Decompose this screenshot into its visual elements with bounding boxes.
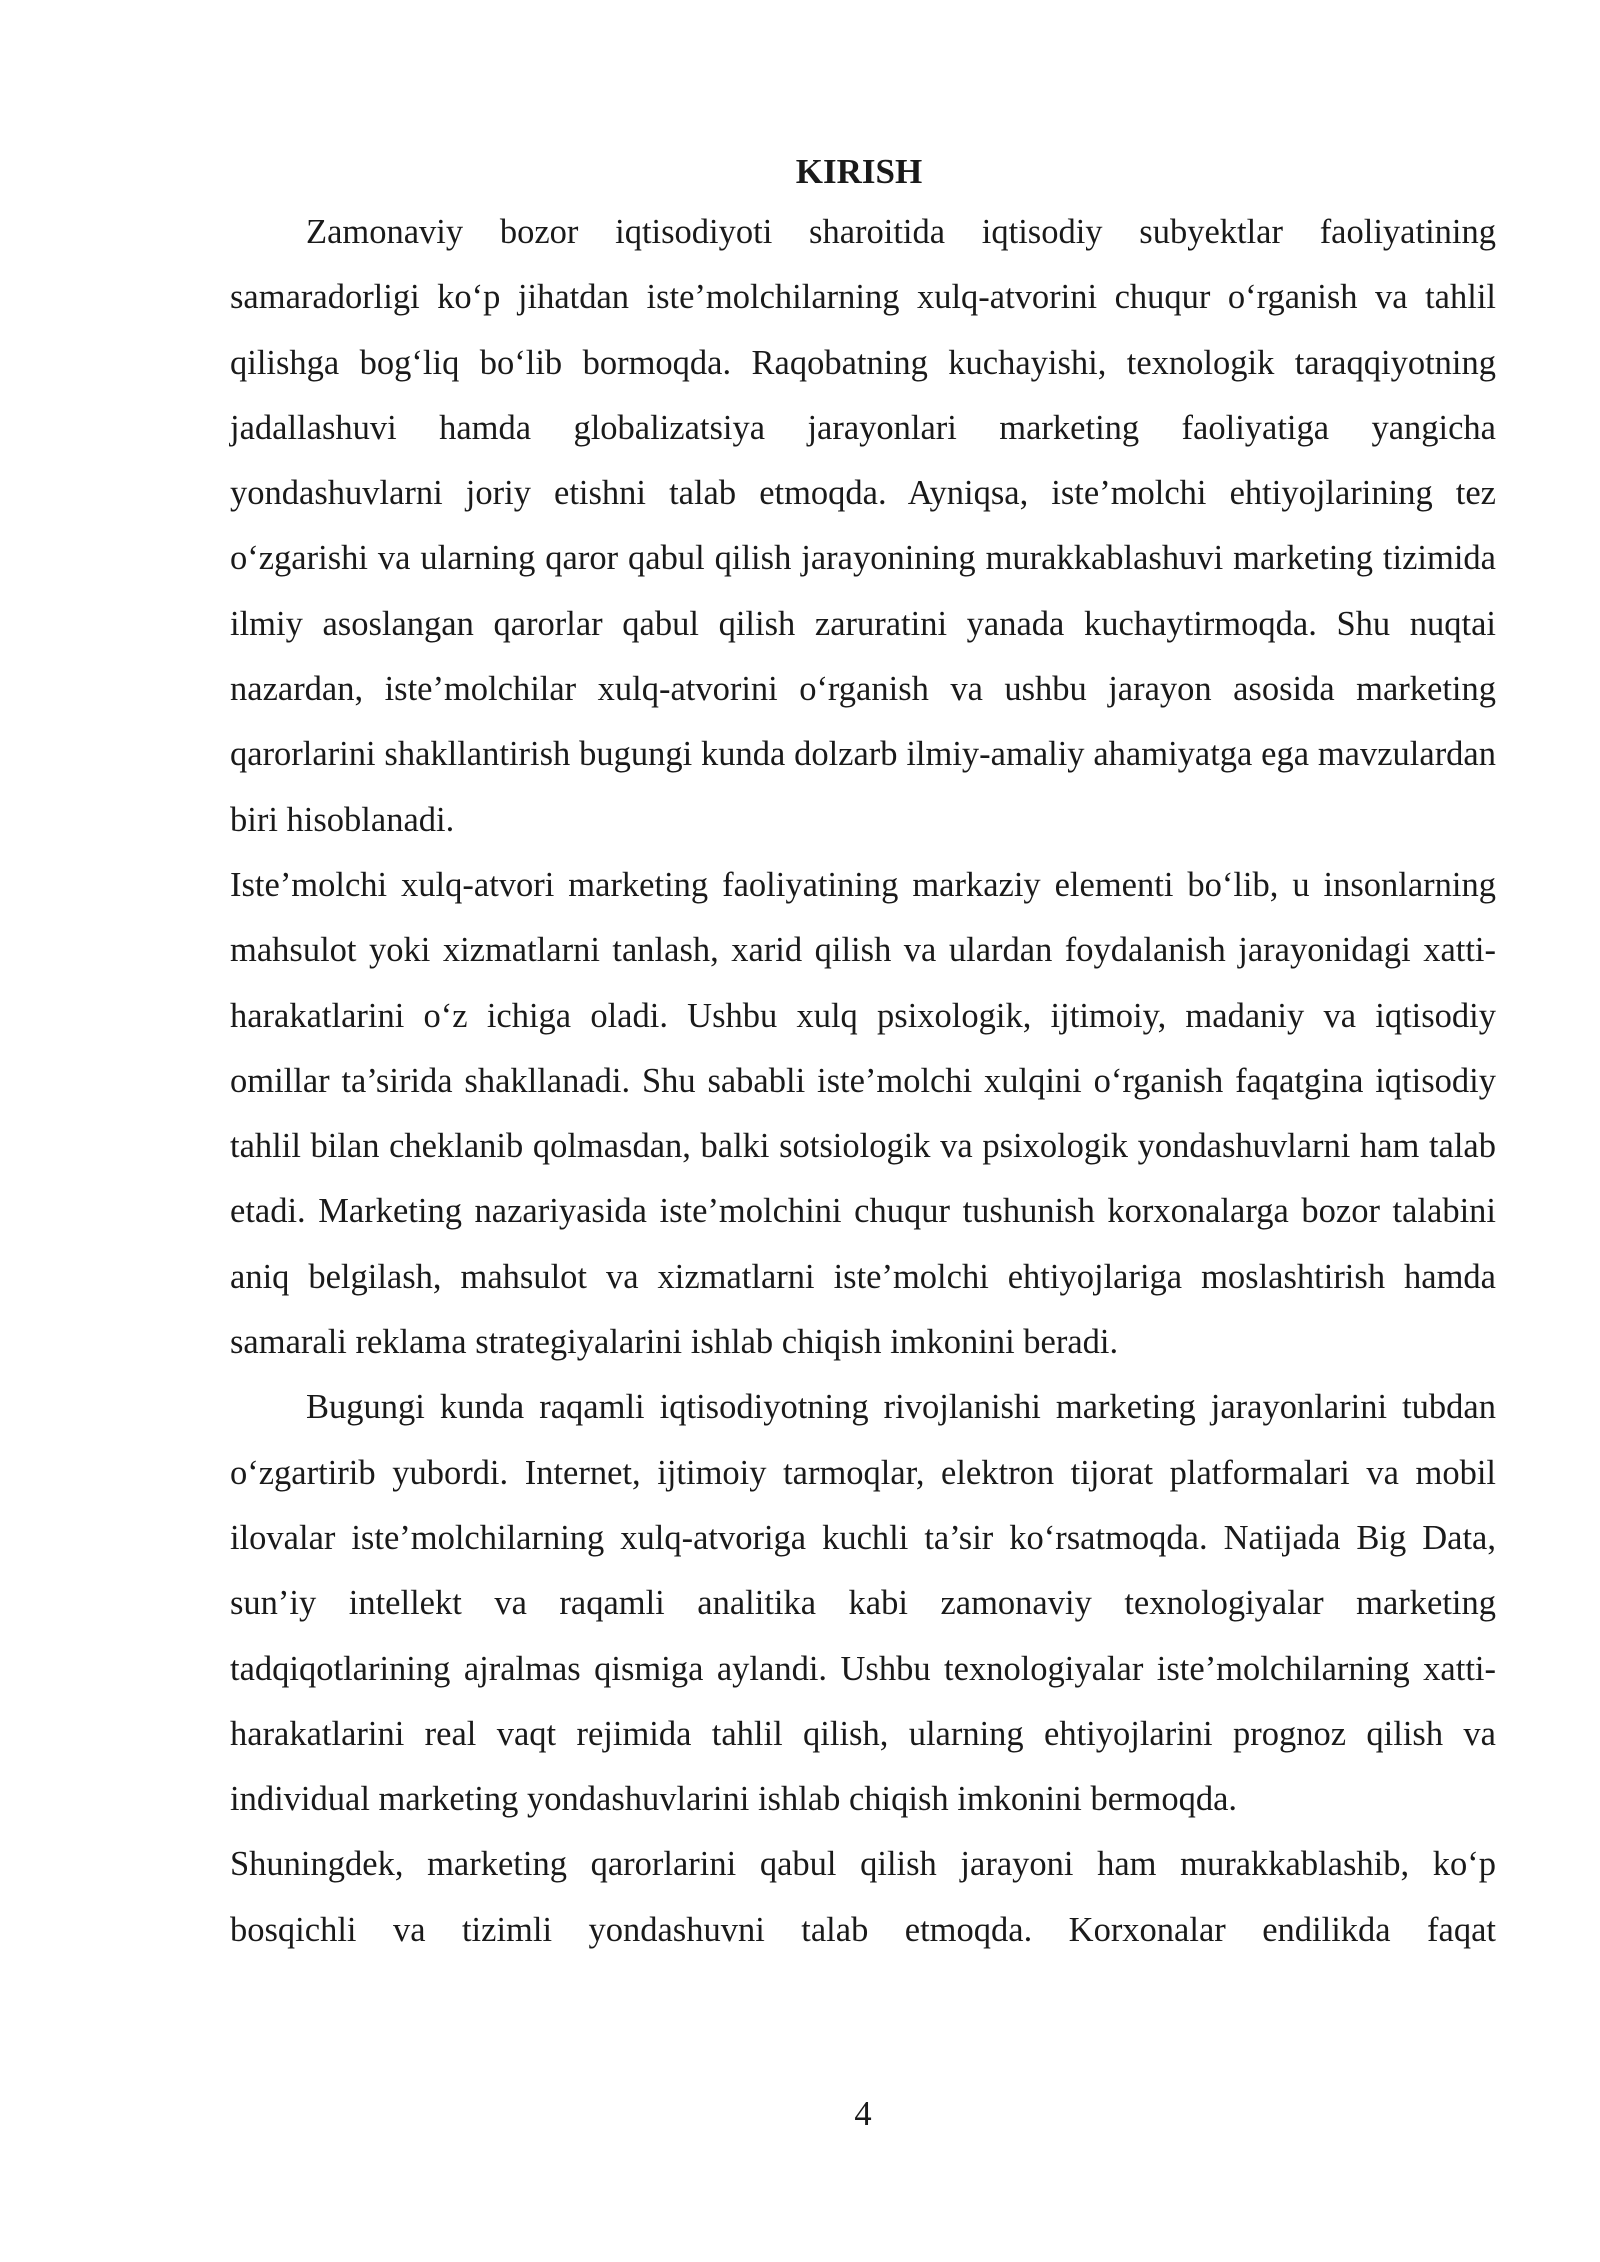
paragraph-4: Shuningdek, marketing qarorlarini qabul qilish jarayoni ham murakkablashib, ko‘p bosqichli va tizimli yondashuvni talab etmoqda. Korxonalar endilikda faqat — [230, 1845, 1496, 1949]
paragraph-3: Bugungi kunda raqamli iqtisodiyotning rivojlanishi marketing jarayonlarini tubdan o‘zgartirib yubordi. Internet, ijtimoiy tarmoqlar, elektron tijorat platformalari va mobil ilovalar iste’molchilarning xulq-atvoriga kuchli ta’sir ko‘rsatmoqda. Natijada Big Data, sun’iy intellekt va raqamli analitika kabi zamonaviy texnologiyalar marketing tadqiqotlarining ajralmas qismiga aylandi. Ushbu texnologiyalar iste’molchilarning xatti-harakatlarini real vaqt rejimida tahlil qilish, ularning ehtiyojlarini prognoz qilish va individual marketing yondashuvlarini ishlab chiqish imkonini bermoqda. — [230, 1388, 1496, 1819]
paragraph-1: Zamonaviy bozor iqtisodiyoti sharoitida iqtisodiy subyektlar faoliyatining samaradorligi ko‘p jihatdan iste’molchilarning xulq-atvorini chuqur o‘rganish va tahlil qilishga bog‘liq bo‘lib bormoqda. Raqobatning kuchayishi, texnologik taraqqiyotning jadallashuvi hamda globalizatsiya jarayonlari marketing faoliyatiga yangicha yondashuvlarni joriy etishni talab etmoqda. Ayniqsa, iste’molchi ehtiyojlarining tez o‘zgarishi va ularning qaror qabul qilish jarayonining murakkablashuvi marketing tizimida ilmiy asoslangan qarorlar qabul qilish zaruratini yanada kuchaytirmoqda. Shu nuqtai nazardan, iste’molchilar xulq-atvorini o‘rganish va ushbu jarayon asosida marketing qarorlarini shakllantirish bugungi kunda dolzarb ilmiy-amaliy ahamiyatga ega mavzulardan biri hisoblanadi. — [230, 213, 1496, 839]
paragraph-2: Iste’molchi xulq-atvori marketing faoliyatining markaziy elementi bo‘lib, u insonlarning mahsulot yoki xizmatlarni tanlash, xarid qilish va ulardan foydalanish jarayonidagi xatti-harakatlarini o‘z ichiga oladi. Ushbu xulq psixologik, ijtimoiy, madaniy va iqtisodiy omillar ta’sirida shakllanadi. Shu sababli iste’molchi xulqini o‘rganish faqatgina iqtisodiy tahlil bilan cheklanib qolmasdan, balki sotsiologik va psixologik yondashuvlarni ham talab etadi. Marketing nazariyasida iste’molchini chuqur tushunish korxonalarga bozor talabini aniq belgilash, mahsulot va xizmatlarni iste’molchi ehtiyojlariga moslashtirish hamda samarali reklama strategiyalarini ishlab chiqish imkonini beradi. — [230, 865, 1496, 1362]
body-text — [230, 200, 1496, 1963]
page-number: 4 — [854, 2095, 872, 2133]
section-heading: KIRISH — [795, 152, 923, 191]
